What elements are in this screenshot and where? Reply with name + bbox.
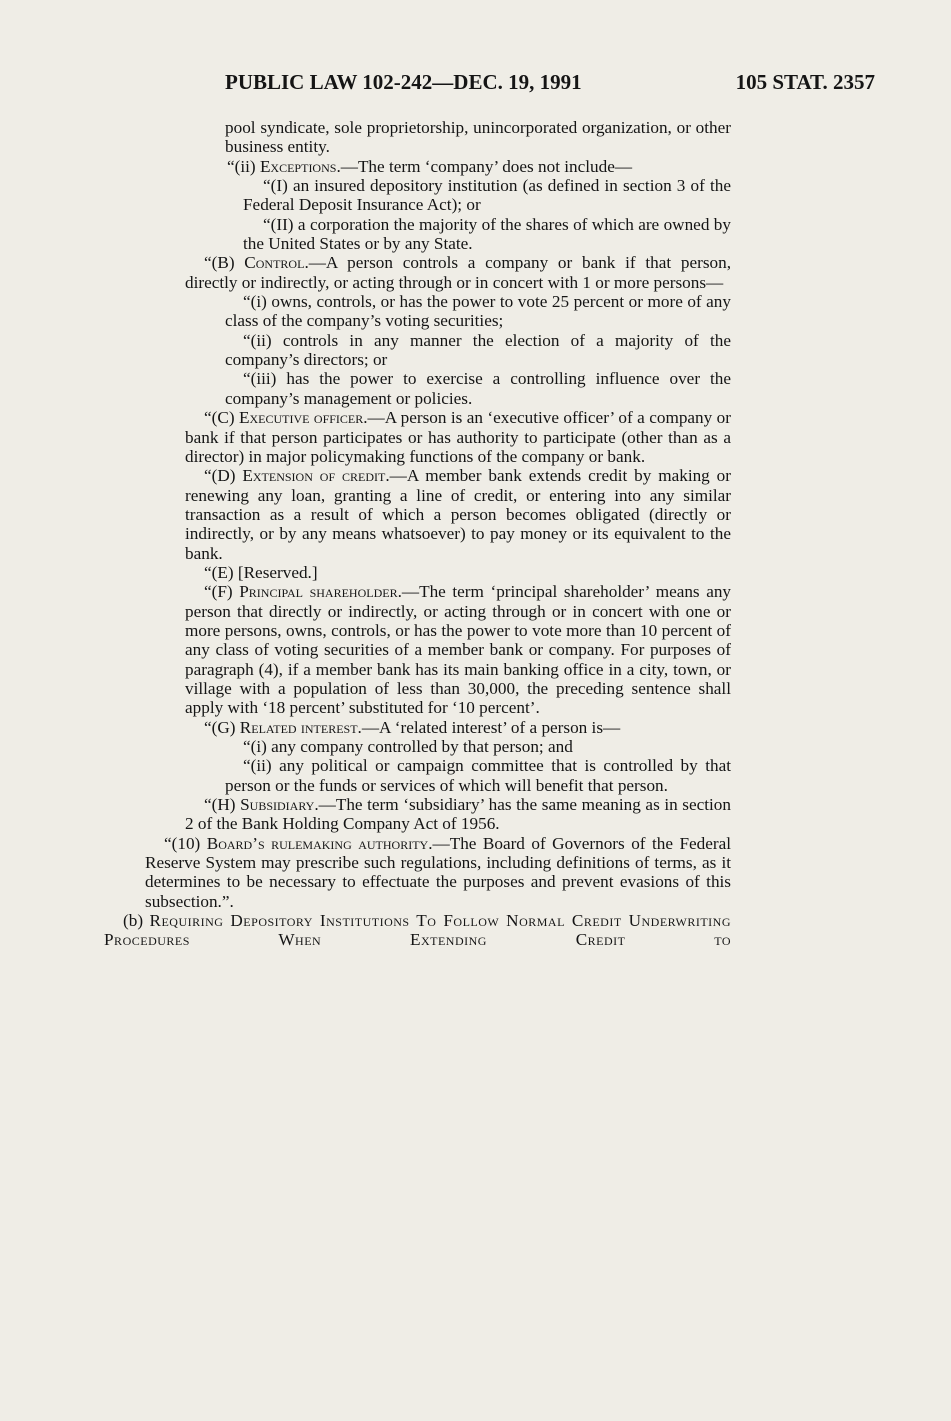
paragraph-principal-shareholder-text: .—The term ‘principal shareholder’ means any person that directly or indirectly, or acting through or in concert with one or more persons, owns, controls, or has the power to vote more than 10 percent of any class of voting securities of a member bank or company. For purposes of paragraph (4), if a member bank has its main banking office in a city, town, or village with a population of less than 30,000, the preceding sentence shall apply with ‘18 percent’ substituted for ‘10 percent’. [185,582,732,718]
paragraph-related-interest-text: .—A ‘related interest’ of a person is— [357,717,621,737]
paragraph-executive-officer-number: “(C) [204,408,239,428]
paragraph-reserved: “(E) [Reserved.] [204,562,318,582]
paragraph-rulemaking-authority [145,834,731,911]
paragraph-principal-shareholder-number: “(F) [204,582,240,602]
paragraph-rulemaking-authority-heading: Board’s rulemaking authority [206,833,429,853]
paragraph-exceptions-text: .—The term ‘company’ does not include— [336,156,633,176]
paragraph-principal-shareholder-heading: Principal shareholder [239,582,398,602]
paragraph-company-continuation: pool syndicate, sole proprietorship, unincorporated organization, or other business entity. [225,118,731,157]
paragraph-rulemaking-authority-number: “(10) [164,833,207,853]
paragraph-principal-shareholder [185,582,731,717]
paragraph-company-controlled: “(i) any company controlled by that person; and [243,737,573,756]
subsection-b-title: Requiring Depository Institutions To Follow Normal Credit Underwriting Procedures When Extending Credit to [104,911,731,950]
paragraph-rulemaking-authority-text: .—The Board of Governors of the Federal Reserve System may prescribe such regulations, including definitions of terms, as it determines to be necessary to effectuate the purposes and prevent evasions of this subsection.”. [145,833,732,911]
paragraph-exceptions [225,157,731,176]
paragraph-controls-election: “(ii) controls in any manner the election of a majority of the company’s directors; or [225,330,731,370]
paragraph-control-heading: Control [244,253,305,273]
paragraph-exceptions-number: “(ii) [227,156,260,176]
paragraph-political-committee: “(ii) any political or campaign committee that is controlled by that person or the funds or services of which will benefit that person. [225,756,731,795]
paragraph-executive-officer-heading: Executive officer [238,408,364,428]
paragraph-control-number: “(B) [204,253,245,273]
paragraph-subsidiary-heading: Subsidiary [240,795,315,815]
paragraph-extension-of-credit [185,466,731,563]
paragraph-subsidiary-text: .—The term ‘subsidiary’ has the same meaning as in section 2 of the Bank Holding Company Act of 1956. [185,795,731,834]
paragraph-related-interest-heading: Related interest [239,717,358,737]
header-law-date: PUBLIC LAW 102-242—DEC. 19, 1991 [225,70,582,94]
subsection-b-number: (b) [123,911,150,931]
paragraph-control [185,253,731,292]
paragraph-controlling-influence: “(iii) has the power to exercise a controlling influence over the company’s management or policies. [225,369,731,408]
paragraph-related-interest-number: “(G) [204,717,240,737]
paragraph-owns-controls: “(i) owns, controls, or has the power to vote 25 percent or more of any class of the company’s voting securities; [225,292,731,331]
paragraph-extension-of-credit-text: .—A member bank extends credit by making or renewing any loan, granting a line of credit, or entering into any similar transaction as a result of which a person becomes obligated (directly or indirectly, or by any means whatsoever) to pay money or its equivalent to the bank. [185,466,731,563]
paragraph-corporation-majority: “(II) a corporation the majority of the shares of which are owned by the United States or by any State. [243,214,731,254]
paragraph-subsidiary [185,795,731,834]
page-body [0,118,951,950]
paragraph-insured-depository: “(I) an insured depository institution (as defined in section 3 of the Federal Deposit Insurance Act); or [243,176,731,215]
paragraph-extension-of-credit-number: “(D) [204,466,243,486]
paragraph-executive-officer [185,408,731,466]
paragraph-subsidiary-number: “(H) [204,795,241,815]
subsection-b-heading [104,911,731,950]
header-page-number: 105 STAT. 2357 [735,70,875,94]
paragraph-control-text: .—A person controls a company or bank if that person, directly or indirectly, or acting through or in concert with 1 or more persons— [185,253,732,292]
paragraph-related-interest [185,718,731,737]
paragraph-executive-officer-text: .—A person is an ‘executive officer’ of a company or bank if that person participates or has authority to participate (other than as a director) in major policymaking functions of the company or bank. [185,408,731,466]
paragraph-exceptions-heading: Exceptions [259,156,337,176]
paragraph-extension-of-credit-heading: Extension of credit [242,466,386,486]
running-header [225,70,875,100]
